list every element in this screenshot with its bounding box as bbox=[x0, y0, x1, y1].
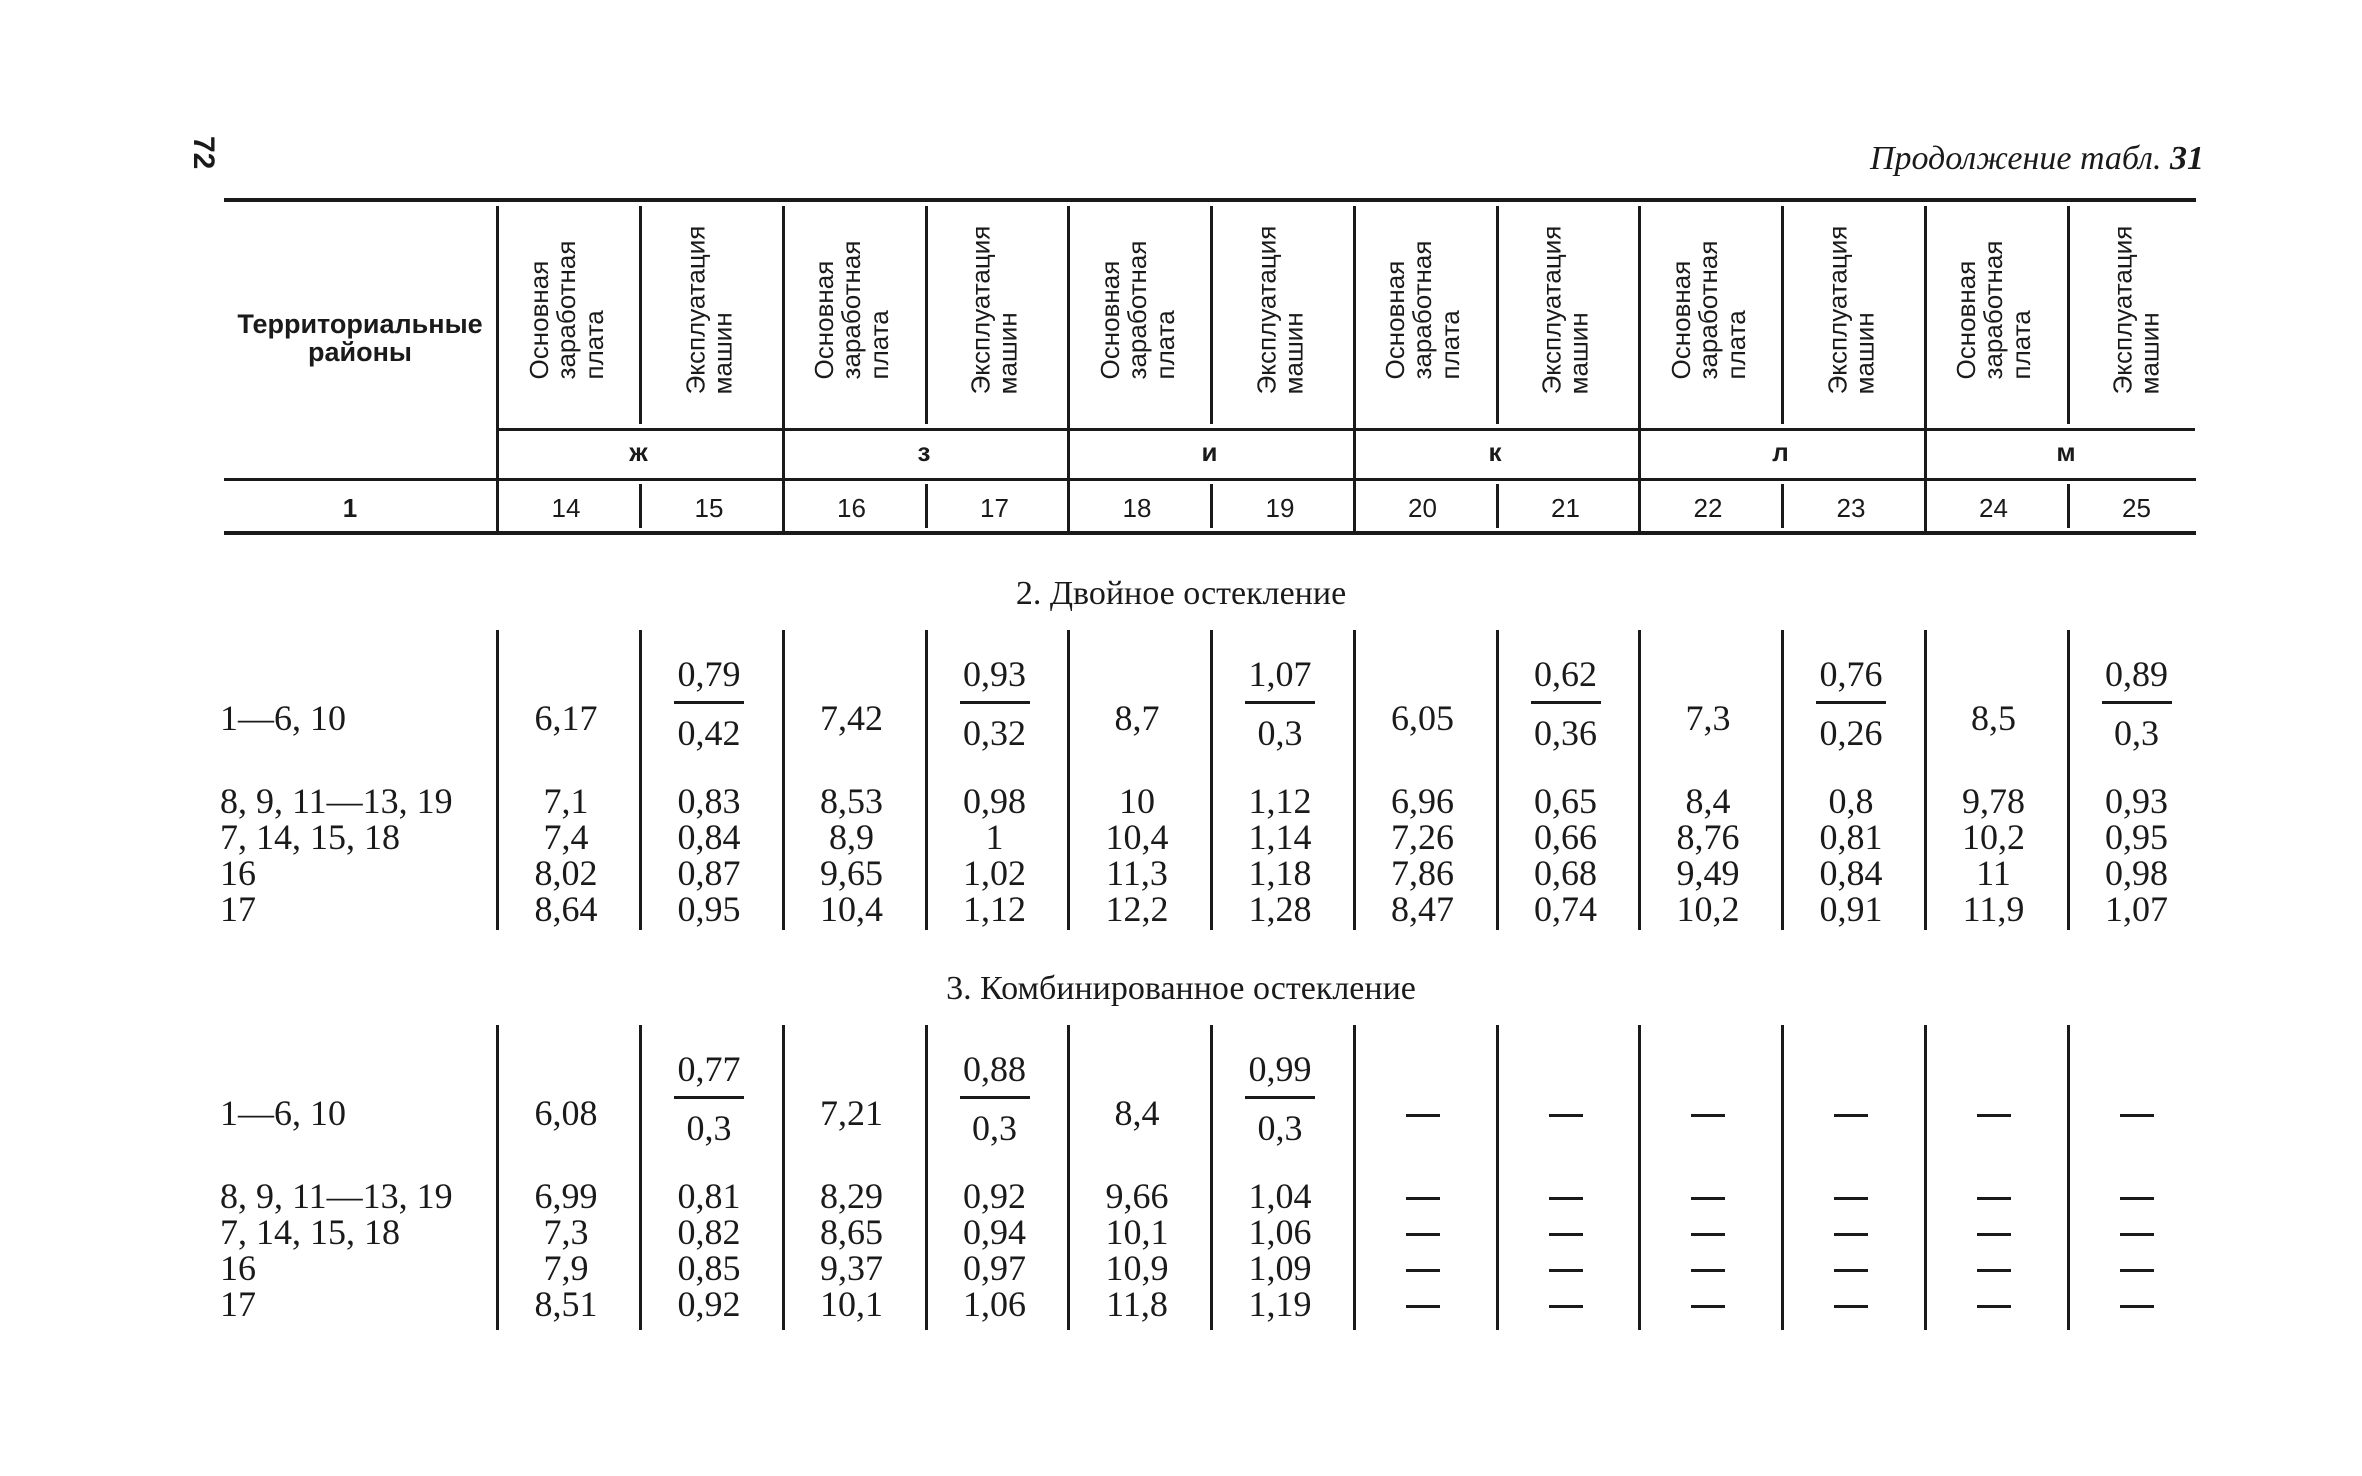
table-cell: 10,4 bbox=[820, 889, 883, 929]
column-header-label: Основная заработная плата bbox=[1094, 240, 1180, 380]
body-vline bbox=[2067, 630, 2070, 930]
table-cell: 0,87 bbox=[677, 853, 741, 893]
fraction-cell bbox=[1220, 1048, 1340, 1149]
body-vline bbox=[1781, 1025, 1784, 1330]
table-cell: 10,9 bbox=[1105, 1248, 1169, 1288]
fraction-denominator: 0,3 bbox=[686, 1108, 732, 1148]
table-cell: 0,82 bbox=[677, 1212, 741, 1252]
row-label: 1—6, 10 bbox=[220, 698, 346, 738]
table-cell: 6,05 bbox=[1391, 698, 1454, 738]
dash-mark bbox=[2120, 1233, 2154, 1236]
table-cell: 1 bbox=[985, 817, 1004, 857]
header-number-vline bbox=[925, 484, 928, 528]
body-vline bbox=[925, 1025, 928, 1330]
group-letter: з bbox=[917, 437, 931, 467]
fraction-numerator: 0,88 bbox=[963, 1049, 1026, 1089]
body-vline bbox=[1638, 630, 1641, 930]
body-vline bbox=[925, 630, 928, 930]
fraction-denominator: 0,32 bbox=[963, 713, 1026, 753]
dash-mark bbox=[1977, 1305, 2011, 1308]
group-letter: м bbox=[2056, 437, 2076, 467]
table-cell: 8,47 bbox=[1391, 889, 1454, 929]
fraction-numerator: 0,89 bbox=[2105, 654, 2168, 694]
body-vline bbox=[1067, 1025, 1070, 1330]
column-number: 21 bbox=[1551, 493, 1580, 523]
fraction-cell bbox=[935, 653, 1055, 754]
table-cell: 1,09 bbox=[1248, 1248, 1312, 1288]
column-header-label: Эксплуатация машин bbox=[1822, 225, 1880, 395]
table-cell: 8,53 bbox=[820, 781, 883, 821]
body-vline bbox=[1781, 630, 1784, 930]
row-label: 16 bbox=[220, 1248, 256, 1288]
header-letter-rule bbox=[497, 428, 2195, 431]
table-cell: 0,98 bbox=[963, 781, 1026, 821]
fraction-cell bbox=[1220, 653, 1340, 754]
table-cell: 0,92 bbox=[963, 1176, 1026, 1216]
table-cell: 1,07 bbox=[2105, 889, 2168, 929]
column-header-label: Основная заработная плата bbox=[1951, 240, 2036, 380]
fraction-numerator: 0,76 bbox=[1819, 654, 1883, 694]
body-vline bbox=[1924, 1025, 1927, 1330]
table-cell: 9,78 bbox=[1962, 781, 2025, 821]
section-title: 3. Комбинированное остекление bbox=[946, 970, 1416, 1007]
dash-mark bbox=[2120, 1305, 2154, 1308]
table-cell: 0,97 bbox=[963, 1248, 1026, 1288]
table-cell: 10,1 bbox=[820, 1284, 883, 1324]
dash-mark bbox=[2120, 1114, 2154, 1117]
table-cell: 7,42 bbox=[820, 698, 883, 738]
column-header-label: Эксплуатация машин bbox=[2107, 225, 2165, 395]
fraction-numerator: 0,93 bbox=[963, 654, 1026, 694]
column-header-label: Эксплуатация машин bbox=[1251, 225, 1309, 395]
table-caption bbox=[1870, 140, 2204, 178]
fraction-denominator: 0,26 bbox=[1819, 713, 1883, 753]
dash-mark bbox=[1406, 1233, 1440, 1236]
table-cell: 1,04 bbox=[1248, 1176, 1312, 1216]
column-header-label: Основная заработная плата bbox=[1380, 240, 1465, 380]
column-header-label: Эксплуатация машин bbox=[965, 225, 1023, 395]
dash-mark bbox=[1549, 1305, 1583, 1308]
column-number: 17 bbox=[980, 493, 1009, 523]
body-vline bbox=[1496, 1025, 1499, 1330]
column-number: 16 bbox=[837, 493, 866, 523]
table-cell: 7,9 bbox=[543, 1248, 589, 1288]
column-number: 1 bbox=[342, 493, 358, 523]
row-label: 16 bbox=[220, 853, 256, 893]
page-number: 72 bbox=[187, 136, 220, 170]
table-cell: 0,98 bbox=[2105, 853, 2168, 893]
fraction-bar bbox=[1816, 701, 1886, 704]
dash-mark bbox=[1549, 1114, 1583, 1117]
fraction-cell bbox=[1791, 653, 1911, 754]
fraction-cell bbox=[935, 1048, 1055, 1149]
fraction-denominator: 0,3 bbox=[1257, 1108, 1303, 1148]
column-number: 24 bbox=[1979, 493, 2008, 523]
column-header-label: Основная заработная плата bbox=[523, 240, 609, 380]
column-header-label: Эксплуатация машин bbox=[680, 225, 738, 395]
table-cell: 11,9 bbox=[1962, 889, 2025, 929]
table-cell: 0,83 bbox=[677, 781, 741, 821]
column-number: 15 bbox=[694, 493, 724, 523]
fraction-denominator: 0,3 bbox=[1257, 713, 1303, 753]
table-cell: 1,06 bbox=[1248, 1212, 1312, 1252]
table-cell: 1,19 bbox=[1248, 1284, 1312, 1324]
table-cell: 0,85 bbox=[677, 1248, 741, 1288]
table-cell: 8,02 bbox=[534, 853, 598, 893]
header-number-vline bbox=[1496, 484, 1499, 528]
table-cell: 0,95 bbox=[2105, 817, 2168, 857]
table-cell: 8,9 bbox=[829, 817, 874, 857]
table-cell: 1,06 bbox=[963, 1284, 1026, 1324]
table-cell: 0,8 bbox=[1828, 781, 1874, 821]
body-vline bbox=[639, 630, 642, 930]
table-cell: 0,74 bbox=[1534, 889, 1597, 929]
table-cell: 7,26 bbox=[1391, 817, 1454, 857]
dash-mark bbox=[1406, 1305, 1440, 1308]
fraction-numerator: 0,77 bbox=[677, 1049, 741, 1089]
table-cell: 6,99 bbox=[534, 1176, 598, 1216]
row-label: 8, 9, 11—13, 19 bbox=[220, 781, 453, 821]
body-vline bbox=[1496, 630, 1499, 930]
table-cell: 1,02 bbox=[963, 853, 1026, 893]
header-top-rule bbox=[224, 198, 2196, 202]
table-cell: 7,86 bbox=[1391, 853, 1454, 893]
table-cell: 8,5 bbox=[1971, 698, 2016, 738]
header-number-vline bbox=[639, 484, 642, 528]
fraction-bar bbox=[1531, 701, 1601, 704]
section-title: 2. Двойное остекление bbox=[1015, 575, 1347, 612]
caption-prefix: Продолжение табл. bbox=[1869, 140, 2162, 177]
column-header-machines bbox=[2050, 205, 2225, 415]
table-cell: 0,84 bbox=[1819, 853, 1883, 893]
table-cell: 9,49 bbox=[1676, 853, 1740, 893]
table-cell: 10 bbox=[1119, 781, 1155, 821]
dash-mark bbox=[1977, 1114, 2011, 1117]
fraction-numerator: 0,79 bbox=[677, 654, 741, 694]
table-cell: 1,28 bbox=[1248, 889, 1312, 929]
dash-mark bbox=[1834, 1305, 1868, 1308]
table-cell: 6,17 bbox=[534, 698, 598, 738]
table-cell: 0,91 bbox=[1819, 889, 1883, 929]
body-vline bbox=[2067, 1025, 2070, 1330]
dash-mark bbox=[1691, 1233, 1725, 1236]
fraction-bar bbox=[674, 1096, 744, 1099]
region-column-header: Территориальные районы bbox=[237, 309, 483, 368]
fraction-cell bbox=[2077, 653, 2197, 754]
row-label: 7, 14, 15, 18 bbox=[220, 817, 400, 857]
fraction-cell bbox=[1506, 653, 1626, 754]
table-cell: 8,7 bbox=[1114, 698, 1160, 738]
dash-mark bbox=[1691, 1114, 1725, 1117]
dash-mark bbox=[1406, 1269, 1440, 1272]
body-vline bbox=[1210, 1025, 1213, 1330]
table-cell: 0,92 bbox=[677, 1284, 741, 1324]
body-vline bbox=[496, 1025, 499, 1330]
column-number: 14 bbox=[551, 493, 581, 523]
column-number: 20 bbox=[1408, 493, 1437, 523]
dash-mark bbox=[2120, 1269, 2154, 1272]
table-cell: 0,68 bbox=[1534, 853, 1597, 893]
fraction-bar bbox=[674, 701, 744, 704]
column-number: 23 bbox=[1836, 493, 1866, 523]
fraction-denominator: 0,36 bbox=[1534, 713, 1597, 753]
fraction-denominator: 0,3 bbox=[2114, 713, 2159, 753]
table-cell: 10,1 bbox=[1105, 1212, 1169, 1252]
fraction-denominator: 0,42 bbox=[677, 713, 741, 753]
body-vline bbox=[1353, 1025, 1356, 1330]
table-cell: 7,1 bbox=[543, 781, 589, 821]
row-label: 8, 9, 11—13, 19 bbox=[220, 1176, 453, 1216]
table-cell: 9,65 bbox=[820, 853, 883, 893]
fraction-denominator: 0,3 bbox=[972, 1108, 1017, 1148]
header-number-vline bbox=[1781, 484, 1784, 528]
fraction-numerator: 0,62 bbox=[1534, 654, 1597, 694]
table-cell: 6,96 bbox=[1391, 781, 1454, 821]
fraction-bar bbox=[1245, 701, 1315, 704]
table-cell: 0,65 bbox=[1534, 781, 1597, 821]
dash-mark bbox=[1691, 1269, 1725, 1272]
table-cell: 0,94 bbox=[963, 1212, 1026, 1252]
table-cell: 1,18 bbox=[1248, 853, 1312, 893]
table-cell: 8,76 bbox=[1676, 817, 1740, 857]
body-vline bbox=[782, 630, 785, 930]
row-label: 17 bbox=[220, 889, 256, 929]
body-vline bbox=[496, 630, 499, 930]
group-letter: и bbox=[1201, 437, 1218, 467]
header-bottom-rule bbox=[224, 531, 2196, 535]
table-cell: 12,2 bbox=[1105, 889, 1169, 929]
body-vline bbox=[1067, 630, 1070, 930]
table-cell: 10,4 bbox=[1105, 817, 1169, 857]
dash-mark bbox=[1834, 1269, 1868, 1272]
column-number: 19 bbox=[1265, 493, 1295, 523]
table-cell: 0,81 bbox=[677, 1176, 741, 1216]
table-cell: 1,14 bbox=[1248, 817, 1312, 857]
table-cell: 11 bbox=[1976, 853, 2011, 893]
group-letter: ж bbox=[629, 437, 648, 467]
group-letter: л bbox=[1772, 437, 1789, 467]
table-cell: 9,37 bbox=[820, 1248, 883, 1288]
table-cell: 7,21 bbox=[820, 1093, 883, 1133]
row-label: 7, 14, 15, 18 bbox=[220, 1212, 400, 1252]
table-cell: 8,29 bbox=[820, 1176, 883, 1216]
table-cell: 10,2 bbox=[1962, 817, 2025, 857]
dash-mark bbox=[1691, 1197, 1725, 1200]
table-cell: 0,81 bbox=[1819, 817, 1883, 857]
header-number-vline bbox=[1210, 484, 1213, 528]
dash-mark bbox=[1977, 1197, 2011, 1200]
dash-mark bbox=[1977, 1233, 2011, 1236]
body-vline bbox=[1924, 630, 1927, 930]
table-cell: 7,3 bbox=[1685, 698, 1731, 738]
body-vline bbox=[1353, 630, 1356, 930]
group-letter: к bbox=[1488, 437, 1502, 467]
table-cell: 0,66 bbox=[1534, 817, 1597, 857]
dash-mark bbox=[1406, 1197, 1440, 1200]
fraction-numerator: 0,99 bbox=[1248, 1049, 1312, 1089]
column-number: 22 bbox=[1693, 493, 1723, 523]
column-number: 25 bbox=[2122, 493, 2151, 523]
row-label: 17 bbox=[220, 1284, 256, 1324]
body-vline bbox=[782, 1025, 785, 1330]
dash-mark bbox=[1406, 1114, 1440, 1117]
table-cell: 8,4 bbox=[1114, 1093, 1160, 1133]
fraction-numerator: 1,07 bbox=[1248, 654, 1312, 694]
dash-mark bbox=[1549, 1269, 1583, 1272]
caption-table-number: 31 bbox=[2170, 140, 2204, 177]
table-cell: 1,12 bbox=[963, 889, 1026, 929]
body-vline bbox=[1210, 630, 1213, 930]
column-header-label: Эксплуатация машин bbox=[1536, 225, 1594, 395]
table-cell: 8,51 bbox=[534, 1284, 598, 1324]
dash-mark bbox=[1834, 1114, 1868, 1117]
dash-mark bbox=[1549, 1233, 1583, 1236]
dash-mark bbox=[1977, 1269, 2011, 1272]
fraction-bar bbox=[1245, 1096, 1315, 1099]
table-cell: 8,4 bbox=[1685, 781, 1731, 821]
table-cell: 11,8 bbox=[1106, 1284, 1168, 1324]
fraction-bar bbox=[960, 1096, 1030, 1099]
column-header-label: Основная заработная плата bbox=[1665, 240, 1751, 380]
table-cell: 8,65 bbox=[820, 1212, 883, 1252]
column-number: 18 bbox=[1122, 493, 1152, 523]
table-cell: 0,84 bbox=[677, 817, 741, 857]
dash-mark bbox=[1549, 1197, 1583, 1200]
dash-mark bbox=[1834, 1233, 1868, 1236]
table-cell: 6,08 bbox=[534, 1093, 598, 1133]
fraction-cell bbox=[649, 1048, 769, 1149]
table-cell: 0,95 bbox=[677, 889, 741, 929]
dash-mark bbox=[2120, 1197, 2154, 1200]
header-number-rule bbox=[224, 478, 2196, 481]
dash-mark bbox=[1691, 1305, 1725, 1308]
row-label: 1—6, 10 bbox=[220, 1093, 346, 1133]
column-header-label: Основная заработная плата bbox=[809, 240, 894, 380]
header-number-vline bbox=[2067, 484, 2070, 528]
table-cell: 7,3 bbox=[543, 1212, 589, 1252]
body-vline bbox=[639, 1025, 642, 1330]
body-vline bbox=[1638, 1025, 1641, 1330]
table-cell: 11,3 bbox=[1106, 853, 1168, 893]
table-cell: 0,93 bbox=[2105, 781, 2168, 821]
table-cell: 9,66 bbox=[1105, 1176, 1169, 1216]
table-cell: 8,64 bbox=[534, 889, 598, 929]
table-cell: 7,4 bbox=[543, 817, 589, 857]
table-cell: 10,2 bbox=[1676, 889, 1740, 929]
fraction-bar bbox=[2102, 701, 2172, 704]
dash-mark bbox=[1834, 1197, 1868, 1200]
fraction-cell bbox=[649, 653, 769, 754]
table-cell: 1,12 bbox=[1248, 781, 1312, 821]
fraction-bar bbox=[960, 701, 1030, 704]
